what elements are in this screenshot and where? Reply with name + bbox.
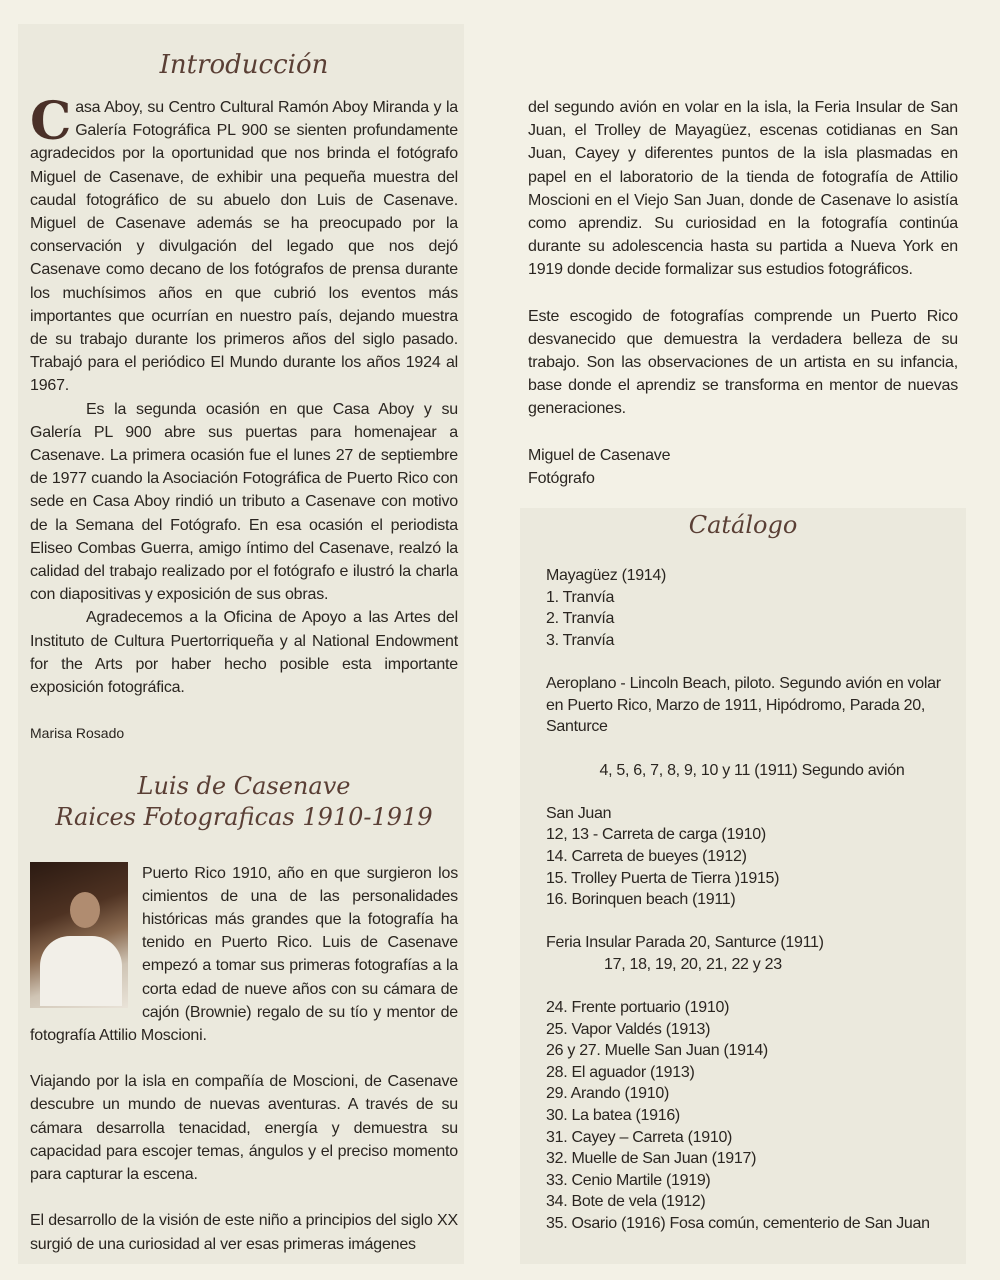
catalog-entry: 29. Arando (1910) [546, 1085, 669, 1103]
catalog-feria-group [546, 932, 958, 975]
catalog-entry: 28. El aguador (1913) [546, 1063, 695, 1081]
catalog-entry: 25. Vapor Valdés (1913) [546, 1020, 711, 1038]
catalog-entry: Feria Insular Parada 20, Santurce (1911) [546, 934, 824, 952]
catalog-aeroplano-items [546, 760, 958, 782]
catalog-entry: 35. Osario (1916) Fosa común, cementerio de San Juan [546, 1215, 930, 1233]
bio-paragraph-2: Viajando por la isla en compañía de Moscioni, de Casenave descubre un mundo de nuevas aventuras. A través de su cámara desarrolla tenacidad, energía y demuestra su capacidad para escojer temas, ángulos y el preciso momento para capturar la escena. [30, 1073, 458, 1184]
catalog-items-group [546, 997, 958, 1235]
catalog-entry: San Juan [546, 804, 612, 822]
catalog-entry: 3. Tranvía [546, 632, 615, 650]
catalog-entry: 2. Tranvía [546, 610, 615, 628]
bio-heading-line-1: Luis de Casenave [137, 772, 351, 801]
catalog-entry: 32. Muelle de San Juan (1917) [546, 1150, 757, 1168]
catalog-mayaguez-group [546, 565, 958, 651]
bio-paragraph-3: El desarrollo de la visión de este niño a principios del siglo XX surgió de una curiosidad al ver esas primeras imágenes [30, 1212, 458, 1253]
catalog-entry: 30. La batea (1916) [546, 1107, 680, 1125]
catalog-entry: 12, 13 - Carreta de carga (1910) [546, 826, 766, 844]
catalog-entry: 17, 18, 19, 20, 21, 22 y 23 [604, 955, 782, 973]
catalog-entry: 33. Cenio Martile (1919) [546, 1171, 711, 1189]
catalog-entry: 31. Cayey – Carreta (1910) [546, 1128, 733, 1146]
intro-heading: Introducción [159, 50, 329, 80]
catalog-sanjuan-group [546, 803, 958, 911]
bio-signature-name: Miguel de Casenave [528, 446, 671, 464]
catalog-entry: Aeroplano - Lincoln Beach, piloto. Segundo avión en volar en Puerto Rico, Marzo de 1911, Hipódromo, Parada 20, Santurce [546, 675, 941, 736]
catalog-entry: 16. Borinquen beach (1911) [546, 891, 736, 909]
catalog-entry: 15. Trolley Puerta de Tierra )1915) [546, 869, 780, 887]
catalog-entry: 24. Frente portuario (1910) [546, 999, 730, 1017]
catalog-aeroplano-group [546, 673, 958, 738]
catalog-entry: 26 y 27. Muelle San Juan (1914) [546, 1042, 768, 1060]
intro-paragraph-1 [30, 91, 458, 398]
catalog-heading: Catálogo [688, 511, 798, 540]
casenave-portrait-photo [30, 862, 128, 1008]
catalog-entry: Mayagüez (1914) [546, 567, 667, 585]
intro-dropcap: C [30, 91, 72, 152]
bio-section [30, 862, 458, 1256]
bio-paragraph-4: Este escogido de fotografías comprende un Puerto Rico desvanecido que demuestra la verdadera belleza de su trabajo. Son las observaciones de un artista en su infancia, base donde el aprendiz se transforma en mentor de nuevas generaciones. [528, 307, 958, 418]
catalog-entry: 34. Bote de vela (1912) [546, 1193, 706, 1211]
catalog-list [528, 565, 958, 1234]
bio-paragraph-1: Puerto Rico 1910, año en que surgieron los cimientos de una de las personalidades históricas más grandes que la fotografía ha tenido en Puerto Rico. Luis de Casenave empezó a tomar sus primeras fotografías a la corta edad de nueve años con su cámara de cajón (Brownie) regalo de su tío y mentor de fotografía Attilio Moscioni. [30, 864, 458, 1045]
catalog-entry: 14. Carreta de bueyes (1912) [546, 847, 747, 865]
left-column [30, 40, 458, 1256]
catalog-entry: 4, 5, 6, 7, 8, 9, 10 y 11 (1911) Segundo avión [599, 761, 905, 779]
intro-paragraph-3: Agradecemos a la Oficina de Apoyo a las Artes del Instituto de Cultura Puertorriqueña y al National Endowment for the Arts por haber hecho posible esta importante exposición fotográfica. [30, 609, 458, 697]
intro-signature: Marisa Rosado [30, 725, 125, 742]
intro-paragraph-2: Es la segunda ocasión en que Casa Aboy y su Galería PL 900 abre sus puertas para homenajear a Casenave. La primera ocasión fue el lunes 27 de septiembre de 1977 cuando la Asociación Fotográfica de Puerto Rico con sede en Casa Aboy rindió un tributo a Casenave con motivo de la Semana del Fotógrafo. En esa ocasión el periodista Eliseo Combas Guerra, amigo íntimo del Casenave, realzó la calidad del trabajo realizado por el fotógrafo e ilustró la charla con diapositivas y exposición de sus obras. [30, 400, 458, 604]
right-column [528, 96, 958, 1235]
catalog-entry: 1. Tranvía [546, 588, 615, 606]
intro-paragraph-1-text: asa Aboy, su Centro Cultural Ramón Aboy Miranda y la Galería Fotográfica PL 900 se sienten profundamente agradecidos por la oportunidad que nos brinda el fotógrafo Miguel de Casenave, de exhibir una pequeña muestra del caudal fotográfico de su abuelo don Luis de Casenave. Miguel de Casenave además se ha preocupado por la conservación y divulgación del legado que nos dejó Casenave como decano de los fotógrafos de prensa durante los muchísimos años en que cubrió los eventos más importantes que ocurrían en nuestro país, dejando muestra de su trabajo durante los primeros años del siglo pasado. Trabajó para el periódico El Mundo durante los años 1924 al 1967. [30, 99, 458, 395]
bio-paragraph-3-continued: del segundo avión en volar en la isla, la Feria Insular de San Juan, el Trolley de Mayagüez, escenas cotidianas en San Juan, Cayey y diferentes puntos de la isla plasmadas en papel en el laboratorio de la tienda de fotografía de Attilio Moscioni en el Viejo San Juan, donde de Casenave lo asistía como aprendiz. Su curiosidad en la fotografía continúa durante su adolescencia hasta su partida a Nueva York en 1919 donde decide formalizar sus estudios fotográficos. [528, 99, 958, 279]
bio-heading-line-2: Raices Fotograficas 1910-1919 [55, 803, 433, 832]
bio-signature-title: Fotógrafo [528, 469, 595, 487]
